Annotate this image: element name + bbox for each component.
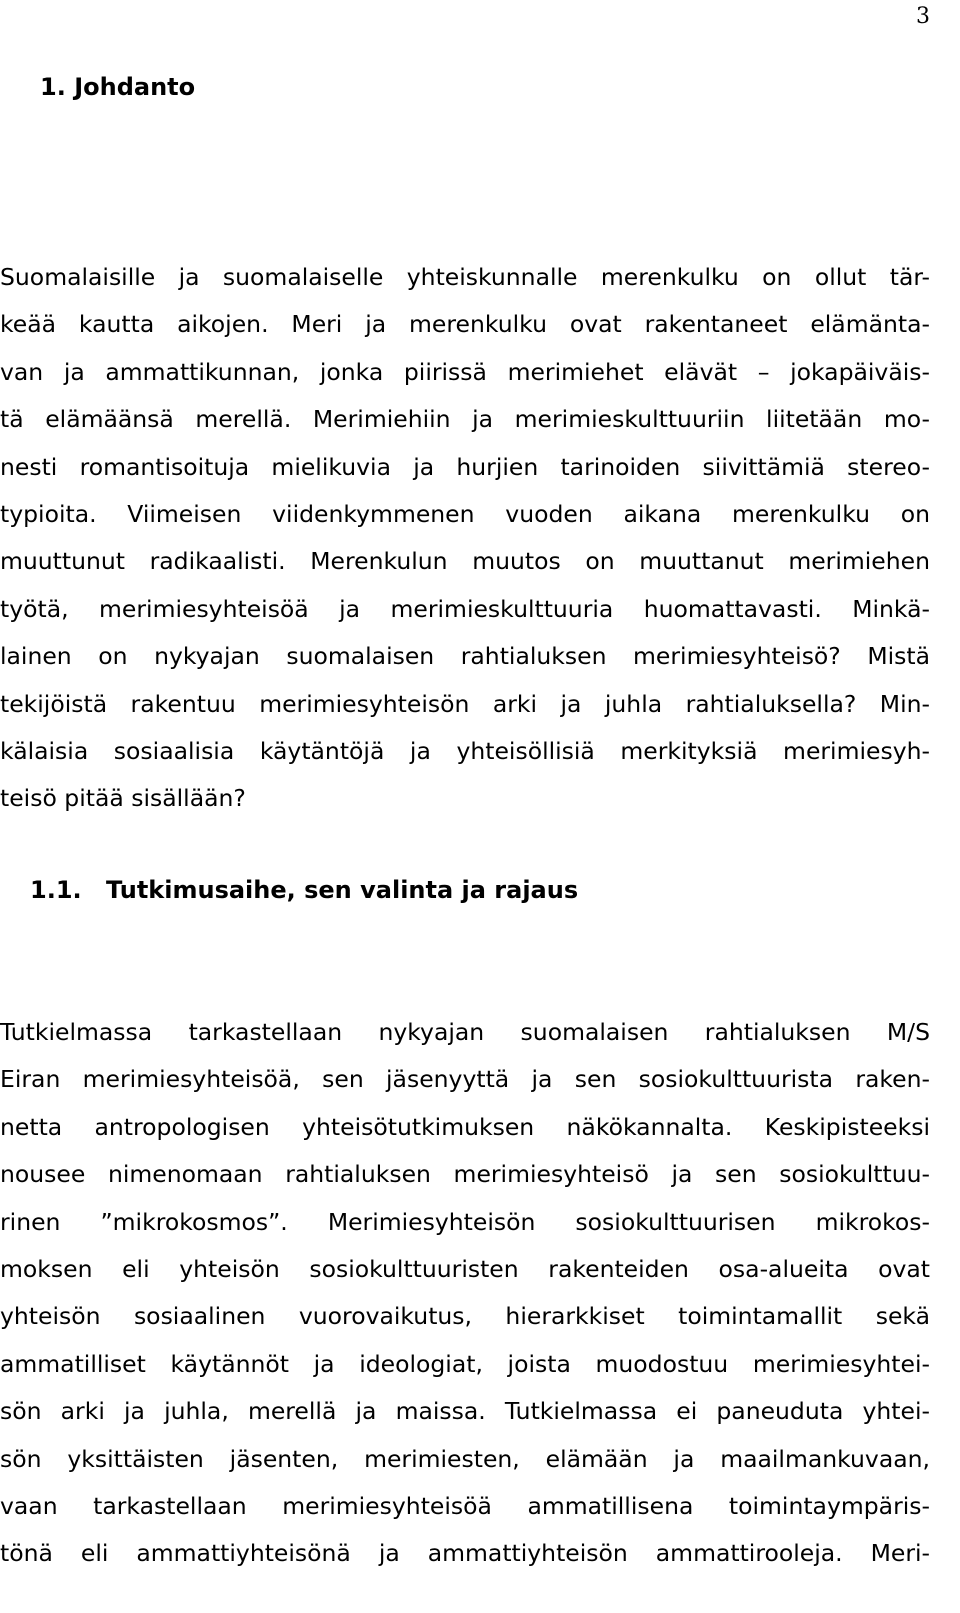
paragraph-line: typioita. Viimeisen viidenkymmenen vuoden aikana merenkulku on <box>0 499 930 528</box>
section-title: Johdanto <box>74 73 196 101</box>
paragraph-line: van ja ammattikunnan, jonka piirissä merimiehet elävät – jokapäiväis- <box>0 357 930 386</box>
paragraph-line: teisö pitää sisällään? <box>0 784 246 813</box>
paragraph-line: työtä, merimiesyhteisöä ja merimieskulttuuria huomattavasti. Minkä- <box>0 594 930 623</box>
paragraph-line: Eiran merimiesyhteisöä, sen jäsenyyttä ja sen sosiokulttuurista raken- <box>0 1065 930 1094</box>
paragraph-line: tekijöistä rakentuu merimiesyhteisön arki ja juhla rahtialuksella? Min- <box>0 689 930 718</box>
section-number: 1.1. <box>30 876 82 904</box>
paragraph-line: vaan tarkastellaan merimiesyhteisöä ammatillisena toimintaympäris- <box>0 1491 930 1520</box>
paragraph-line: yhteisön sosiaalinen vuorovaikutus, hierarkkiset toimintamallit sekä <box>0 1302 930 1331</box>
paragraph-line: sön yksittäisten jäsenten, merimiesten, elämään ja maailmankuvaan, <box>0 1444 930 1473</box>
introduction-paragraph <box>0 254 930 823</box>
paragraph-line: lainen on nykyajan suomalaisen rahtialuksen merimiesyhteisö? Mistä <box>0 642 930 671</box>
section-heading-tutkimusaihe <box>30 873 578 907</box>
paragraph-line: moksen eli yhteisön sosiokulttuuristen rakenteiden osa-alueita ovat <box>0 1254 930 1283</box>
section-number: 1. <box>40 73 66 101</box>
paragraph-line: nousee nimenomaan rahtialuksen merimiesyhteisö ja sen sosiokulttuu- <box>0 1160 930 1189</box>
paragraph-line: muuttunut radikaalisti. Merenkulun muutos on muuttanut merimiehen <box>0 547 930 576</box>
paragraph-line: nesti romantisoituja mielikuvia ja hurjien tarinoiden siivittämiä stereo- <box>0 452 930 481</box>
paragraph-line: tönä eli ammattiyhteisönä ja ammattiyhteisön ammattirooleja. Meri- <box>0 1539 930 1568</box>
section-heading-johdanto <box>40 70 195 104</box>
page-number: 3 <box>916 4 930 29</box>
paragraph-line: rinen ”mikrokosmos”. Merimiesyhteisön sosiokulttuurisen mikrokos- <box>0 1207 930 1236</box>
paragraph-line: keää kautta aikojen. Meri ja merenkulku ovat rakentaneet elämänta- <box>0 310 930 339</box>
paragraph-line: kälaisia sosiaalisia käytäntöjä ja yhteisöllisiä merkityksiä merimiesyh- <box>0 736 930 765</box>
paragraph-line: Tutkielmassa tarkastellaan nykyajan suomalaisen rahtialuksen M/S <box>0 1018 930 1046</box>
paragraph-line: netta antropologisen yhteisötutkimuksen näkökannalta. Keskipisteeksi <box>0 1112 930 1141</box>
paragraph-line: ammatilliset käytännöt ja ideologiat, joista muodostuu merimiesyhtei- <box>0 1349 930 1378</box>
paragraph-line: sön arki ja juhla, merellä ja maissa. Tutkielmassa ei paneuduta yhtei- <box>0 1397 930 1426</box>
paragraph-line: tä elämäänsä merellä. Merimiehiin ja merimieskulttuuriin liitetään mo- <box>0 405 930 434</box>
paragraph-line: Suomalaisille ja suomalaiselle yhteiskunnalle merenkulku on ollut tär- <box>0 263 930 291</box>
section-title: Tutkimusaihe, sen valinta ja rajaus <box>106 876 579 904</box>
research-topic-paragraph <box>0 1009 930 1578</box>
